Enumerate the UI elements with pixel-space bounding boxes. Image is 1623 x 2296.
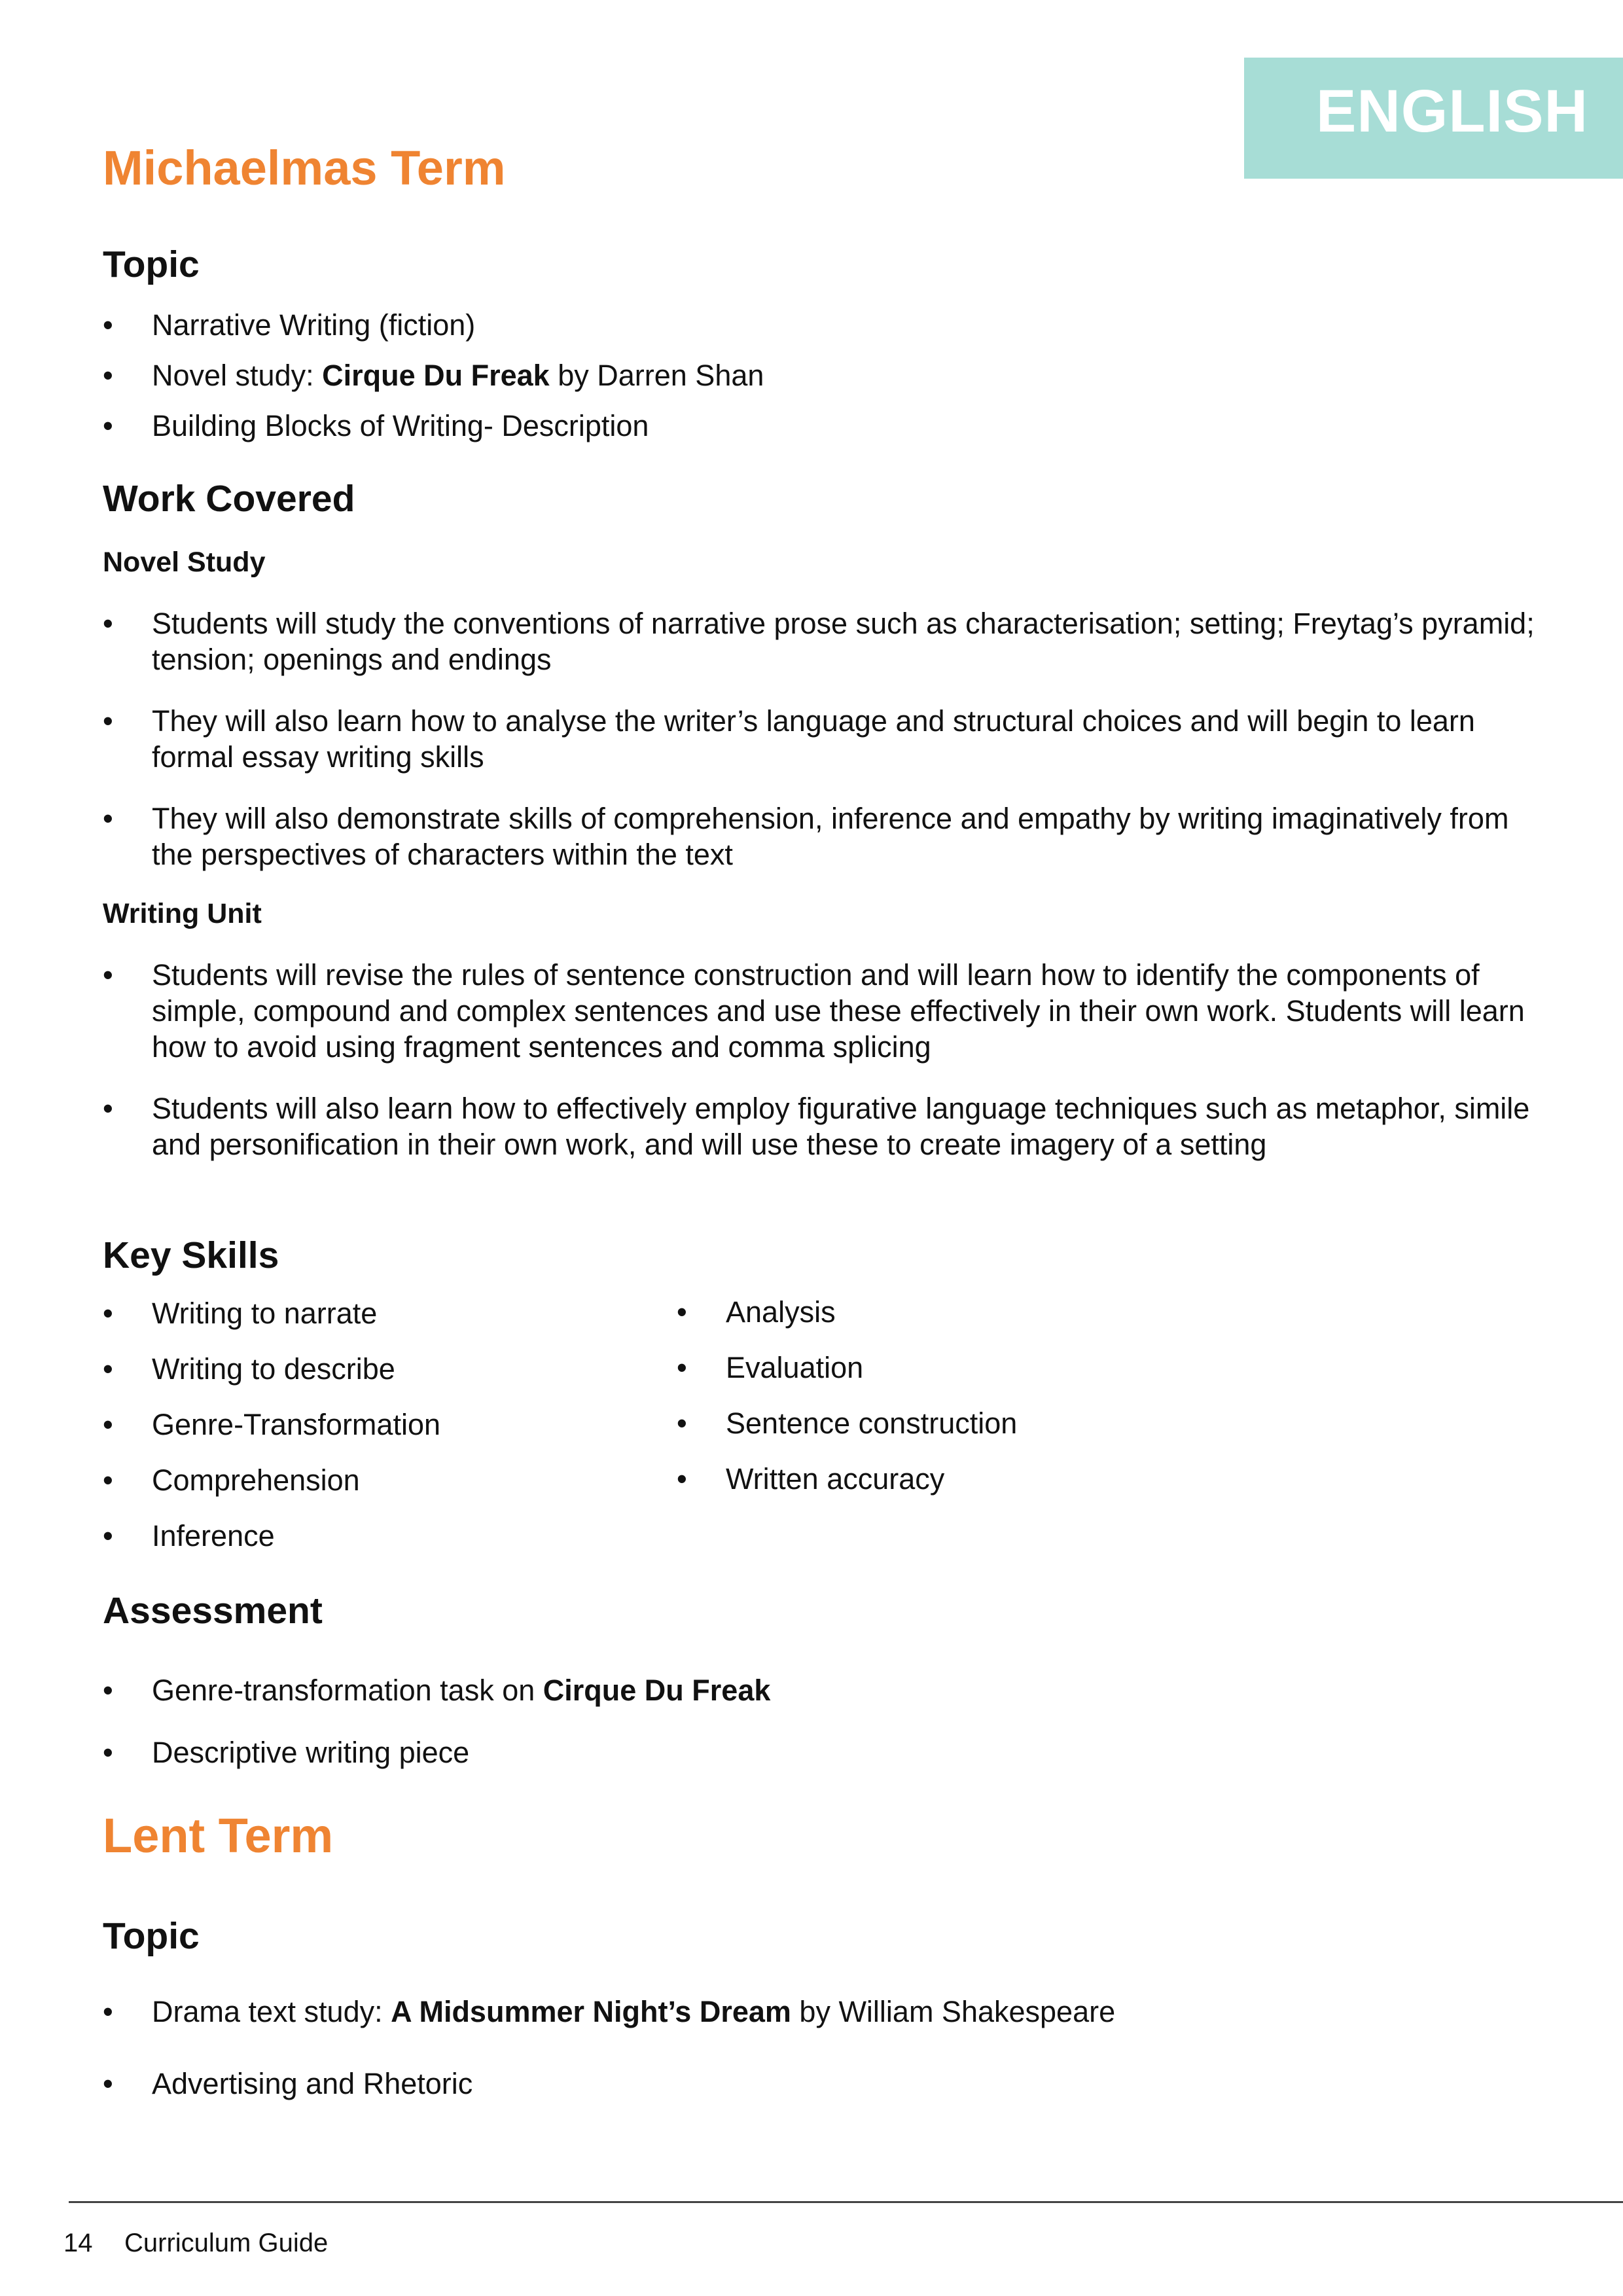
list-item: • Genre-transformation task on Cirque Du Freak bbox=[103, 1674, 771, 1707]
subject-tab bbox=[1244, 58, 1623, 179]
bullet-icon: • bbox=[103, 1408, 113, 1441]
list-item: • They will also demonstrate skills of comprehension, inference and empathy by writing imaginatively from the perspectives of characters within the text bbox=[103, 802, 1509, 871]
writing-unit-list bbox=[103, 957, 1556, 1162]
footer-divider bbox=[69, 2201, 1623, 2203]
bullet-icon: • bbox=[103, 1092, 113, 1125]
list-item: • Students will study the conventions of narrative prose such as characterisation; setting; Freytag’s pyramid; tension; openings and endings bbox=[103, 607, 1535, 676]
bullet-icon: • bbox=[103, 704, 113, 738]
list-item: • Evaluation bbox=[677, 1351, 864, 1384]
bullet-icon: • bbox=[103, 1519, 113, 1552]
bullet-icon: • bbox=[677, 1351, 687, 1384]
key-skills-list-left bbox=[103, 1295, 626, 1554]
list-item: • Inference bbox=[103, 1519, 275, 1552]
assessment-heading: Assessment bbox=[103, 1590, 323, 1632]
bullet-icon: • bbox=[103, 1297, 113, 1330]
key-skills-heading: Key Skills bbox=[103, 1234, 279, 1276]
list-item: • Descriptive writing piece bbox=[103, 1736, 470, 1769]
list-item: • Comprehension bbox=[103, 1463, 360, 1497]
bullet-icon: • bbox=[103, 1995, 113, 2028]
term-heading-lent: Lent Term bbox=[103, 1808, 334, 1863]
bullet-icon: • bbox=[103, 958, 113, 992]
list-item: • Building Blocks of Writing- Description bbox=[103, 409, 649, 442]
list-item: • Novel study: Cirque Du Freak by Darren Shan bbox=[103, 359, 764, 392]
bullet-icon: • bbox=[677, 1295, 687, 1329]
novel-study-heading: Novel Study bbox=[103, 547, 266, 578]
bullet-icon: • bbox=[677, 1462, 687, 1496]
list-item: • They will also learn how to analyse the writer’s language and structural choices and will begin to learn formal essay writing skills bbox=[103, 704, 1475, 774]
bullet-icon: • bbox=[103, 308, 113, 342]
list-item: • Written accuracy bbox=[677, 1462, 945, 1496]
bullet-icon: • bbox=[103, 409, 113, 442]
bullet-icon: • bbox=[677, 1407, 687, 1440]
list-item: • Writing to describe bbox=[103, 1352, 395, 1386]
bullet-icon: • bbox=[103, 359, 113, 392]
list-item: • Drama text study: A Midsummer Night’s Dream by William Shakespeare bbox=[103, 1995, 1116, 2028]
topic-heading: Topic bbox=[103, 243, 200, 285]
novel-study-list bbox=[103, 605, 1556, 872]
bullet-icon: • bbox=[103, 607, 113, 640]
bullet-icon: • bbox=[103, 1674, 113, 1707]
bullet-icon: • bbox=[103, 2067, 113, 2100]
subject-label: ENGLISH bbox=[1316, 78, 1588, 145]
list-item: • Sentence construction bbox=[677, 1407, 1018, 1440]
list-item: • Narrative Writing (fiction) bbox=[103, 308, 476, 342]
list-item: • Analysis bbox=[677, 1295, 836, 1329]
page-number: 14 bbox=[63, 2229, 93, 2257]
list-item: • Students will revise the rules of sentence construction and will learn how to identify the components of simple, compound and complex sentences and use these effectively in their own work. Students will learn how to avoid using fragment sentences and comma splicing bbox=[103, 958, 1525, 1064]
lent-topic-heading: Topic bbox=[103, 1915, 200, 1957]
list-item: • Advertising and Rhetoric bbox=[103, 2067, 473, 2100]
writing-unit-heading: Writing Unit bbox=[103, 898, 262, 929]
work-covered-heading: Work Covered bbox=[103, 478, 355, 520]
assessment-list bbox=[103, 1672, 1556, 1770]
topic-list bbox=[103, 307, 1556, 444]
bullet-icon: • bbox=[103, 802, 113, 835]
bullet-icon: • bbox=[103, 1463, 113, 1497]
key-skills-list-right bbox=[677, 1294, 1266, 1497]
lent-topic-list bbox=[103, 1994, 1556, 2102]
bullet-icon: • bbox=[103, 1352, 113, 1386]
list-item: • Genre-Transformation bbox=[103, 1408, 440, 1441]
list-item: • Writing to narrate bbox=[103, 1297, 378, 1330]
list-item: • Students will also learn how to effectively employ figurative language techniques such as metaphor, simile and personification in their own work, and will use these to create imagery of a setting bbox=[103, 1092, 1530, 1161]
bullet-icon: • bbox=[103, 1736, 113, 1769]
document-title: Curriculum Guide bbox=[124, 2229, 329, 2257]
term-heading-michaelmas: Michaelmas Term bbox=[103, 141, 506, 195]
